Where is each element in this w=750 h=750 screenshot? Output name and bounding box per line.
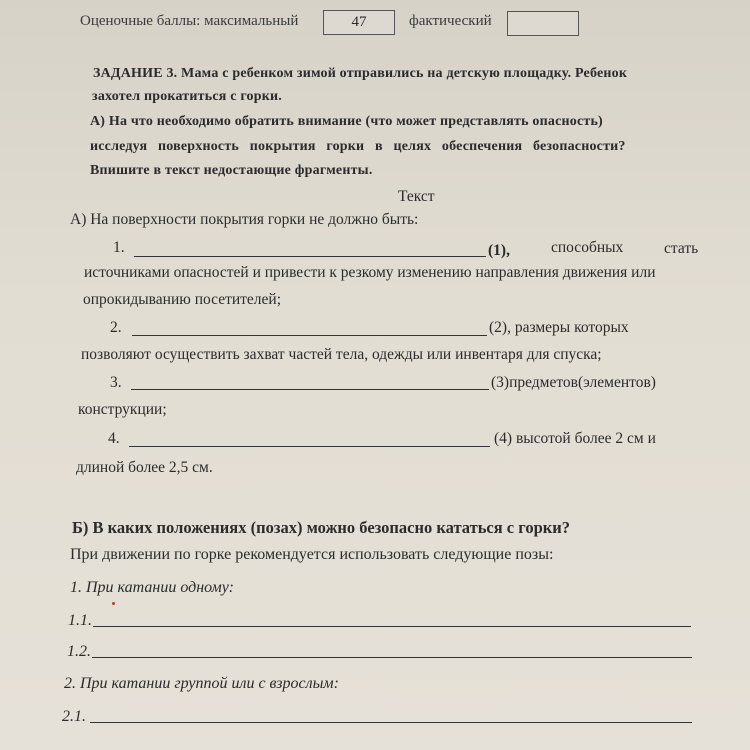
item-3-blank[interactable] (131, 389, 489, 390)
item-2-tail: (2), размеры которых (489, 319, 629, 336)
item-3-tail: (3)предметов(элементов) (491, 374, 656, 391)
item-1-2-blank[interactable] (92, 657, 692, 658)
score-max-value: 47 (351, 14, 367, 30)
item-1-continuation-1: источниками опасностей и привести к резкому изменению направления движения или (84, 264, 656, 281)
item-1-tail-word1: способных (551, 239, 624, 256)
part-b-sub1: 1. При катании одному: (70, 579, 234, 596)
item-1-number: 1. (113, 239, 125, 256)
task-header-line1: ЗАДАНИЕ 3. Мама с ребенком зимой отправились на детскую площадку. Ребенок (93, 66, 628, 81)
part-b-intro: При движении по горке рекомендуется использовать следующие позы: (70, 546, 554, 563)
text-heading: Текст (398, 188, 435, 205)
task-question-a-line2: исследуя поверхность покрытия горки в целях обеспечения безопасности? (90, 139, 626, 154)
item-3-continuation: конструкции; (78, 401, 167, 418)
item-1-tail-word2: стать (664, 240, 699, 257)
task-header-line2: захотел прокатиться с горки. (92, 89, 282, 104)
score-max-box (323, 10, 395, 35)
item-1-blank[interactable] (134, 256, 486, 257)
item-1-continuation-2: опрокидыванию посетителей; (83, 291, 282, 308)
item-4-number: 4. (108, 430, 120, 447)
item-1-1-label: 1.1. (68, 612, 92, 629)
part-b-sub2: 2. При катании группой или с взрослым: (64, 675, 339, 692)
ink-dot (112, 602, 115, 605)
item-1-1-blank[interactable] (93, 626, 691, 627)
item-2-blank[interactable] (132, 335, 487, 336)
task-question-a-line1: А) На что необходимо обратить внимание (что может представлять опасность) (90, 114, 603, 129)
item-4-continuation: длиной более 2,5 см. (76, 459, 213, 476)
item-2-1-label: 2.1. (62, 708, 86, 725)
item-4-tail: (4) высотой более 2 см и (494, 430, 656, 447)
part-b-question: Б) В каких положениях (позах) можно безопасно кататься с горки? (72, 518, 571, 537)
score-actual-label: фактический (409, 13, 492, 29)
item-4-blank[interactable] (129, 446, 490, 447)
item-1-marker: (1), (488, 242, 510, 259)
task-question-a-line3: Впишите в текст недостающие фрагменты. (90, 163, 373, 178)
item-2-continuation: позволяют осуществить захват частей тела, одежды или инвентаря для спуска; (81, 346, 602, 363)
item-2-number: 2. (110, 319, 122, 336)
item-2-1-blank[interactable] (90, 722, 692, 723)
score-max-label: Оценочные баллы: максимальный (80, 13, 299, 29)
item-3-number: 3. (110, 374, 122, 391)
item-1-2-label: 1.2. (67, 643, 91, 660)
score-actual-box[interactable] (507, 11, 579, 36)
text-intro: А) На поверхности покрытия горки не должно быть: (70, 211, 419, 228)
